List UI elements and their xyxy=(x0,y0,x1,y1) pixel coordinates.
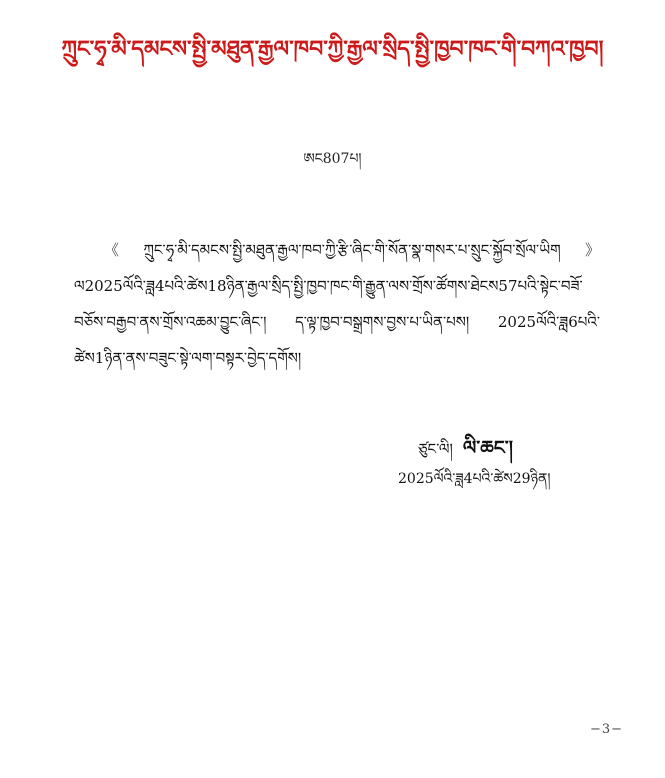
document-body: 《ཀྲུང་ཧྭ་མི་དམངས་སྤྱི་མཐུན་རྒྱལ་ཁབ་ཀྱི་རྩི་ཞིང་གི་སོན་སྣ་གསར་པ་སྲུང་སྐྱོབ་སྲོལ་ཡིག》ལ2025ལོའི་ཟླ4པའི་ཚེས18ཉིན་རྒྱལ་སྲིད་སྤྱི་ཁྱབ་ཁང་གི་རྒྱུན་ལས་གྲོས་ཚོགས་ཐེངས57པའི་སྟེང་བཟོ་བཅོས་བརྒྱབ་ནས་གྲོས་འཆམ་བྱུང་ཞིང་། ད་ལྟ་ཁྱབ་བསྒྲགས་བྱས་པ་ཡིན་པས། 2025ལོའི་ཟླ6པའི་ཚེས1ཉིན་ནས་བཟུང་སྟེ་ལག་བསྟར་བྱེད་དགོས། xyxy=(74,241,600,367)
signer-title: ཙུང་ལི། xyxy=(418,440,453,458)
signer-line xyxy=(418,426,618,459)
signature-block xyxy=(398,426,618,502)
signature-date: 2025ལོའི་ཟླ4པའི་ཚེས29ཉིན། xyxy=(398,471,551,487)
document-number: ཨང807པ། xyxy=(303,151,362,167)
signer-name: ལི་ཆང་། xyxy=(462,437,513,459)
page-number: −3− xyxy=(589,722,623,737)
title-bar xyxy=(52,14,613,84)
document-title: ཀྲུང་ཧྭ་མི་དམངས་སྤྱི་མཐུན་རྒྱལ་ཁབ་ཀྱི་རྒྱལ་སྲིད་སྤྱི་ཁྱབ་ཁང་གི་བཀའ་ཁྱབ། xyxy=(61,35,604,62)
